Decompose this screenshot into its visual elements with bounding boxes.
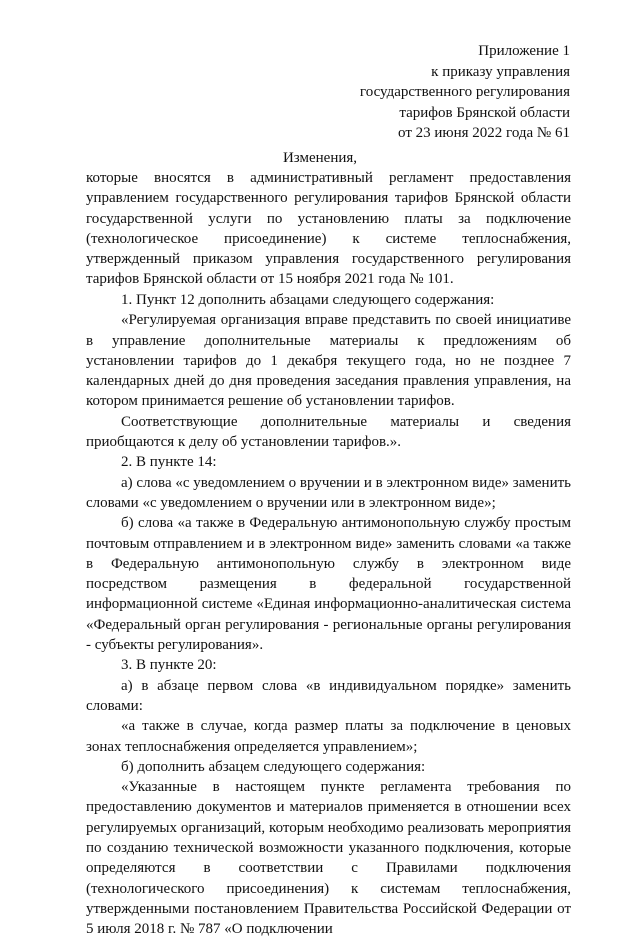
item-1-paragraph-1: «Регулируемая организация вправе представить по своей инициативе в управление дополнительные материалы к предложениям об установлении тарифов до 1 декабря текущего года, но не позднее 7 календарных дней до дня проведения заседания правления управления, на котором принимается решение об установлении тарифов. [86, 312, 571, 410]
appendix-authority: государственного регулирования [359, 84, 570, 100]
item-1-heading: 1. Пункт 12 дополнить абзацами следующего содержания: [121, 292, 495, 308]
intro-paragraph: которые вносятся в административный регламент предоставления управлением государственного регулирования тарифов Брянской области государственной услуги по установлению платы за подключение (технологическое присоединение) к системе теплоснабжения, утвержденный приказом управления государственного регулирования тарифов Брянской области от 15 ноября 2021 года № 101. [86, 170, 571, 288]
item-3-subitem-b: б) дополнить абзацем следующего содержания: [121, 758, 426, 775]
item-1-paragraph-2: Соответствующие дополнительные материалы и сведения приобщаются к делу об установлении тарифов.». [86, 413, 571, 451]
appendix-number: Приложение 1 [478, 43, 570, 59]
item-2-subitem-b: б) слова «а также в Федеральную антимонопольную службу простым почтовым отправлением и в электронном виде» заменить словами «а также в Федеральную антимонопольную службу в электронном виде посредством размещения в федеральной государственной информационной системе «Единая информационно-аналитическая система «Федеральный орган регулирования - региональные органы регулирования - субъекты регулирования». [86, 515, 571, 654]
document-intro [86, 168, 571, 290]
appendix-date-number: от 23 июня 2022 года № 61 [398, 125, 570, 141]
appendix-authority-region: тарифов Брянской области [399, 104, 570, 121]
appendix-header [360, 41, 570, 144]
item-3-subitem-a: а) в абзаце первом слова «в индивидуальном порядке» заменить словами: [86, 677, 571, 714]
item-2-heading: 2. В пункте 14: [121, 454, 217, 471]
item-3-heading: 3. В пункте 20: [121, 657, 217, 674]
item-3-subitem-a-quote: «а также в случае, когда размер платы за подключение в ценовых зонах теплоснабжения определяется управлением»; [86, 718, 571, 755]
item-2-subitem-a: а) слова «с уведомлением о вручении и в электронном виде» заменить словами «с уведомлением о вручении или в электронном виде»; [86, 474, 571, 511]
document-body [86, 290, 571, 940]
appendix-order-ref: к приказу управления [431, 63, 570, 80]
item-3-subitem-b-quote: «Указанные в настоящем пункте регламента требования по предоставлению документов и материалов применяется в отношении всех регулируемых организаций, которым необходимо реализовать мероприятия по созданию технической возможности указанного подключения, которые определяются в соответствии с Правилами подключения (технологического присоединения) к системам теплоснабжения, утвержденными постановлением Правительства Российской Федерации от 5 июля 2018 г. № 787 «О подключении [86, 779, 571, 938]
document-title: Изменения, [282, 150, 358, 166]
